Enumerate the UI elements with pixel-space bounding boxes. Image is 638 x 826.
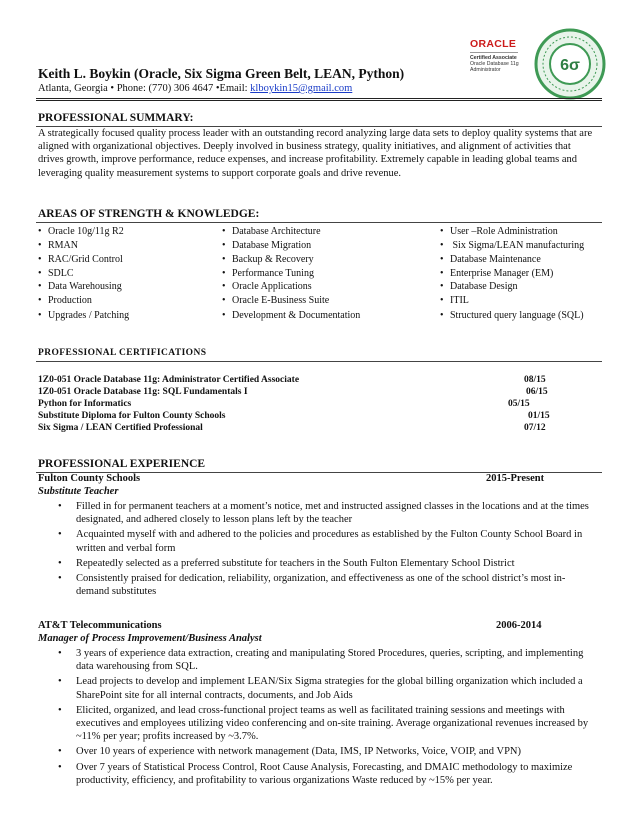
skill-item [440, 240, 584, 251]
skill-label: RAC/Grid Control [48, 254, 123, 265]
certification-date: 07/12 [524, 423, 546, 433]
six-sigma-seal-icon [534, 28, 606, 100]
list-item: • Over 7 years of Statistical Process Control, Root Cause Analysis, Forecasting, and DMAIC methodology to maximize productivity, efficiency, and profitability to various organizations Waste reduced by ~15% per year. [58, 761, 598, 787]
skill-item [440, 281, 517, 292]
job-org: AT&T Telecommunications [38, 620, 162, 631]
list-item: • Consistently praised for dedication, reliability, organization, and effectiveness as one of the school district’s most in-demand substitutes [58, 572, 598, 598]
skill-item [440, 268, 553, 279]
header-rule [36, 98, 602, 99]
bullet-icon: • [222, 226, 226, 237]
skill-label: Development & Documentation [232, 310, 361, 321]
bullet-icon: • [222, 240, 226, 251]
skill-label: User –Role Administration [450, 226, 558, 237]
bullet-icon: • [440, 268, 444, 279]
certification-date: 05/15 [508, 399, 530, 409]
skill-label: Database Migration [232, 240, 312, 251]
skill-label: Database Maintenance [450, 254, 541, 265]
bullet-icon: • [222, 268, 226, 279]
skill-label: RMAN [48, 240, 79, 251]
skill-label: Data Warehousing [48, 281, 122, 292]
skill-item [222, 295, 329, 306]
skill-label: Six Sigma/LEAN manufacturing [450, 240, 585, 251]
bullet-icon: • [222, 310, 226, 321]
bullet-icon: • [440, 295, 444, 306]
list-item: • Elicited, organized, and lead cross-functional project teams as well as facilitated training sessions and meetings with executives and employees utilizing video conferencing and on-site training. Average organizational revenues increased by ~11% per year; profits increased by ~3.7%. [58, 704, 598, 744]
skill-item [222, 281, 312, 292]
skill-item [38, 281, 122, 292]
skill-item [440, 226, 558, 237]
certification-name: Python for Informatics [38, 399, 132, 409]
oracle-badge-line2: Oracle Database 11g [470, 61, 519, 67]
certifications-rule [36, 361, 602, 362]
list-item: • Filled in for permanent teachers at a moment’s notice, met and instructed assigned classes in the locations and at the times designated, and adhered closely to lesson plans left by the teacher [58, 500, 598, 526]
list-item: • Lead projects to develop and implement LEAN/Six Sigma strategies for the global billing organization which included a SharePoint site for all internal contracts, documents, and Job Aids [58, 675, 598, 701]
bullet-icon: • [222, 254, 226, 265]
skill-item [440, 295, 469, 306]
contact-details: Atlanta, Georgia • Phone: (770) 306 4647 •Email: [38, 83, 248, 94]
bullet-icon: • [440, 310, 444, 321]
certifications-heading: PROFESSIONAL CERTIFICATIONS [38, 348, 207, 358]
bullet-icon: • [440, 281, 444, 292]
skill-item [222, 310, 360, 321]
bullet-icon: • [38, 295, 42, 306]
certification-name: 1Z0-051 Oracle Database 11g: SQL Fundamentals I [38, 387, 248, 397]
skill-item [440, 254, 541, 265]
seal-text: 6σ [560, 57, 580, 74]
skill-item [38, 226, 124, 237]
bullet-icon: • [38, 268, 42, 279]
bullet-icon: • [222, 281, 226, 292]
skill-item [38, 268, 74, 279]
logo-divider [470, 52, 518, 53]
strengths-heading: AREAS OF STRENGTH & KNOWLEDGE: [38, 208, 260, 220]
oracle-certification-logo [470, 38, 532, 73]
experience-heading: PROFESSIONAL EXPERIENCE [38, 458, 206, 470]
skill-label: Structured query language (SQL) [450, 310, 584, 321]
bullet-icon: • [440, 240, 444, 251]
header-rule-double [36, 100, 602, 101]
bullet-icon: • [440, 226, 444, 237]
candidate-name: Keith L. Boykin (Oracle, Six Sigma Green Belt, LEAN, Python) [38, 66, 405, 81]
job-org: Fulton County Schools [38, 473, 141, 484]
certification-date: 06/15 [526, 387, 548, 397]
job-bullets [58, 647, 598, 789]
certification-date: 08/15 [524, 375, 546, 385]
skill-label: Upgrades / Patching [48, 310, 130, 321]
skill-label: Database Architecture [232, 226, 321, 237]
skill-label: Oracle E-Business Suite [232, 295, 330, 306]
certification-name: Substitute Diploma for Fulton County Schools [38, 411, 226, 421]
list-item: • Acquainted myself with and adhered to the policies and procedures as established by the Fulton County School Board in written and verbal form [58, 528, 598, 554]
skill-item [38, 310, 129, 321]
skill-item [38, 295, 92, 306]
skill-item [38, 254, 123, 265]
bullet-icon: • [38, 281, 42, 292]
bullet-icon: • [222, 295, 226, 306]
certification-date: 01/15 [528, 411, 550, 421]
skill-label: ITIL [450, 295, 469, 306]
skill-item [38, 240, 78, 251]
oracle-badge-line1: Certified Associate [470, 55, 517, 61]
certification-name: 1Z0-051 Oracle Database 11g: Administrator Certified Associate [38, 375, 300, 385]
job-dates: 2006-2014 [496, 620, 542, 631]
bullet-icon: • [38, 254, 42, 265]
job-title: Substitute Teacher [38, 486, 119, 497]
skill-label: SDLC [48, 268, 74, 279]
oracle-badge-line3: Administrator [470, 67, 501, 73]
job-bullets [58, 500, 598, 600]
certification-name: Six Sigma / LEAN Certified Professional [38, 423, 203, 433]
skill-label: Performance Tuning [232, 268, 314, 279]
list-item: • Over 10 years of experience with network management (Data, IMS, IP Networks, Voice, VOIP, and VPN) [58, 745, 598, 758]
list-item: • Repeatedly selected as a preferred substitute for teachers in the South Fulton Elementary School District [58, 557, 598, 570]
skill-label: Backup & Recovery [232, 254, 314, 265]
skill-item [222, 226, 321, 237]
skill-label: Oracle Applications [232, 281, 312, 292]
summary-text: A strategically focused quality process leader with an outstanding record analyzing large data sets to deploy quality systems that are aligned with organizational objectives. Deeply involved in business strategy, quality initiatives, and alignment of activities that drives growth, improve performance, reduce expenses, and increase profitability. Extremely capable in leading global teams and leveraging quality measurement systems to support corporate goals and drive revenue. [38, 128, 593, 179]
bullet-icon: • [38, 310, 42, 321]
skill-item [222, 240, 311, 251]
skill-item [222, 268, 314, 279]
strengths-rule [36, 222, 602, 223]
skill-label: Oracle 10g/11g R2 [48, 226, 124, 237]
skill-item [222, 254, 314, 265]
bullet-icon: • [38, 240, 42, 251]
list-item: • 3 years of experience data extraction, creating and manipulating Stored Procedures, queries, scripting, and implementing data warehousing from SQL. [58, 647, 598, 673]
skill-label: Enterprise Manager (EM) [450, 268, 554, 279]
bullet-icon: • [38, 226, 42, 237]
skill-label: Database Design [450, 281, 518, 292]
bullet-icon: • [440, 254, 444, 265]
job-title: Manager of Process Improvement/Business Analyst [38, 633, 262, 644]
contact-line [38, 83, 352, 94]
email-link[interactable]: klboykin15@gmail.com [250, 83, 353, 94]
job-dates: 2015-Present [486, 473, 545, 484]
skill-label: Production [48, 295, 92, 306]
skill-item [440, 310, 584, 321]
oracle-wordmark: ORACLE [470, 38, 517, 50]
summary-heading: PROFESSIONAL SUMMARY: [38, 112, 194, 124]
